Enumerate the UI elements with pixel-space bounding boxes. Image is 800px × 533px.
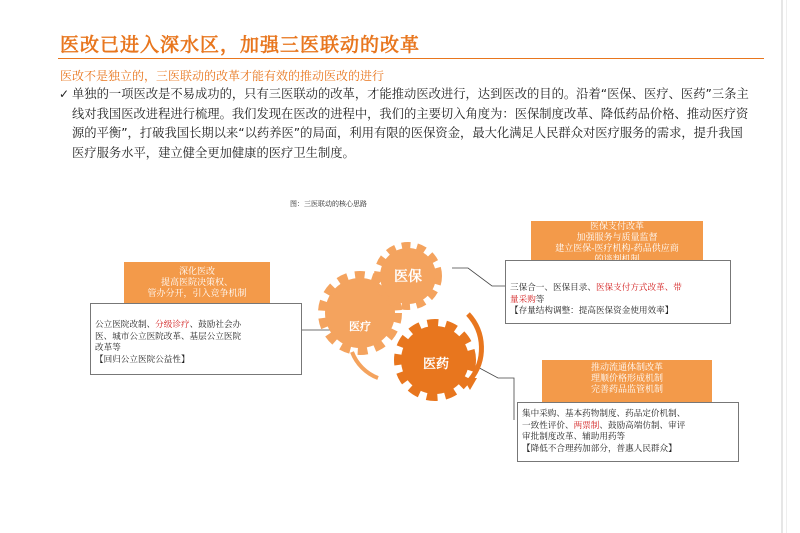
- gear-medicine-label: 医药: [422, 357, 449, 372]
- medicine-header-line: 完善药品监管机制: [590, 385, 663, 395]
- medicine-detail-highlight: 两票制: [573, 420, 600, 431]
- medicine-detail-summary: 【降低不合理药加部分，普惠人民群众】: [522, 443, 677, 454]
- page-edge-rule: [786, 0, 787, 533]
- insurance-detail-box: [505, 260, 731, 324]
- connector-medicine: [472, 364, 514, 420]
- medicine-detail-text: 集中采购、基本药物制度、药品定价机制、: [522, 409, 686, 419]
- medical-detail-highlight: 分级诊疗: [155, 320, 190, 330]
- page-title: 医改已进入深水区，加强三医联动的改革: [60, 34, 421, 56]
- insurance-detail-text: 等: [535, 294, 545, 305]
- gear-medical-label: 医疗: [349, 320, 371, 333]
- medical-header-box: [124, 262, 270, 307]
- cycle-arrow-icon-2: [352, 352, 378, 378]
- medical-header-line: 深化医改: [178, 267, 215, 277]
- checkmark-icon: ✓: [59, 87, 70, 101]
- page-edge-rule: [781, 0, 783, 533]
- medical-detail-text: 医、城市公立医院改革、基层公立医院: [95, 331, 242, 342]
- gear-insurance-label: 医保: [394, 269, 422, 285]
- body-paragraph: 单独的一项医改是不易成功的，只有三医联动的改革，才能推动医改进行，达到医改的目的。沿着“医保、医疗、医药”三条主线对我国医改进程进行梳理。我们发现在医改的进程中，我们的主要切入角度为：医保制度改革、降低药品价格、推动医疗资源的平衡”，打破我国长期以来“以药养医”的局面，利用有限的医保资金，最大化满足人民群众对医疗服务的需求，提升我国医疗服务水平，建立健全更加健康的医疗卫生制度。: [72, 87, 749, 160]
- medicine-detail-box: [517, 402, 739, 462]
- insurance-header-line: 医保支付改革: [589, 222, 644, 232]
- insurance-detail-text: 三保合一、医保目录、: [510, 283, 596, 293]
- medical-detail-text: 公立医院改制、: [95, 320, 156, 330]
- insurance-detail-highlight: 量采购: [510, 294, 536, 305]
- medical-detail-summary: 【回归公立医院公益性】: [95, 354, 190, 365]
- medical-detail-text: 改革等: [95, 343, 121, 353]
- insurance-detail-highlight: 医保支付方式改革、带: [595, 283, 682, 293]
- medical-header-line: 管办分开，引入竞争机制: [147, 289, 247, 299]
- figure-caption: 图：三医联动的核心思路: [290, 200, 367, 208]
- medicine-detail-text: 、鼓励高端仿制、审评: [599, 420, 686, 431]
- medicine-header-box: [542, 360, 712, 405]
- medicine-header-line: 推动流通体制改革: [590, 363, 663, 373]
- connector-insurance: [452, 268, 505, 286]
- medicine-detail-text: 一致性评价、: [522, 420, 574, 431]
- medicine-header-line: 理顺价格形成机制: [590, 374, 663, 384]
- medicine-detail-text: 审批制度改革、辅助用药等: [522, 432, 626, 442]
- page-subtitle: 医改不是独立的，三医联动的改革才能有效的推动医改的进行: [60, 69, 385, 83]
- insurance-detail-summary: 【存量结构调整：提高医保资金使用效率】: [510, 306, 674, 316]
- medical-header-line: 提高医院决策权、: [160, 278, 233, 288]
- medical-detail-box: [90, 303, 302, 375]
- insurance-header-line: 建立医保-医疗机构-药品供应商: [555, 244, 679, 254]
- medical-detail-text: 、鼓励社会办: [189, 320, 242, 330]
- insurance-header-line: 加强服务与质量监督: [576, 233, 658, 243]
